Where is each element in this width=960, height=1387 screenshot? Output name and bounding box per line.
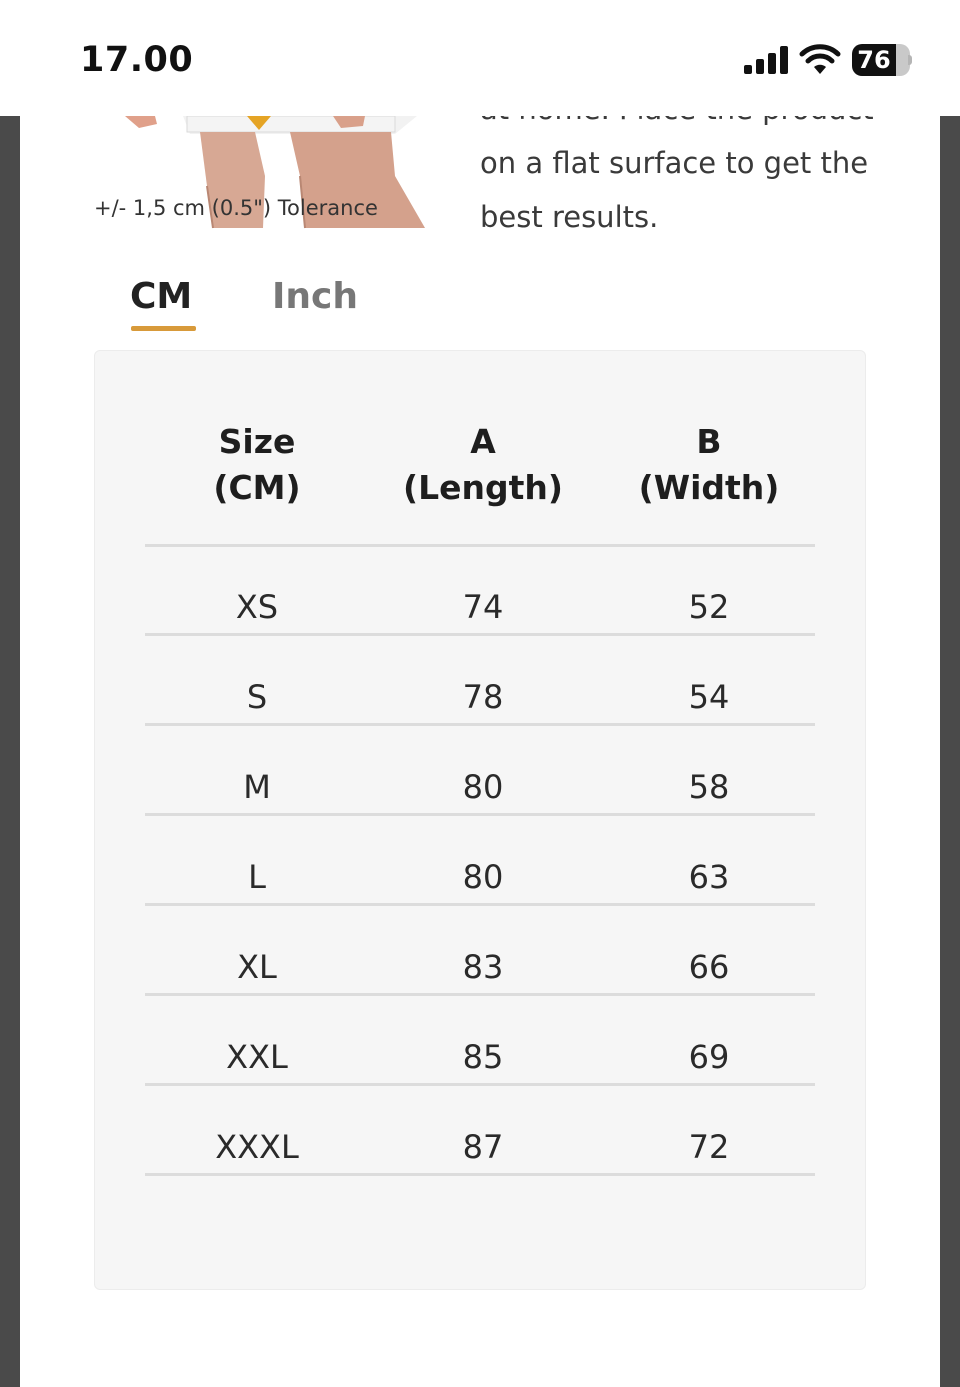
size-table xyxy=(94,350,866,1290)
cell-length: 78 xyxy=(462,678,504,716)
right-frame xyxy=(940,116,960,1387)
cell-size: XXXL xyxy=(215,1128,299,1166)
cell-size: XXL xyxy=(226,1038,288,1076)
wifi-icon xyxy=(800,44,840,76)
header-length xyxy=(373,419,593,511)
header-width-line2: (Width) xyxy=(638,468,780,507)
table-row xyxy=(145,906,815,996)
battery-icon xyxy=(852,44,910,76)
cellular-signal-icon xyxy=(744,46,788,74)
cell-width: 72 xyxy=(688,1128,730,1166)
header-size-line2: (CM) xyxy=(213,468,301,507)
active-tab-indicator xyxy=(131,326,196,331)
table-row xyxy=(145,546,815,636)
table-row xyxy=(145,1086,815,1176)
header-size xyxy=(147,419,367,511)
cell-width: 63 xyxy=(688,858,730,896)
header-width-line1: B xyxy=(696,422,722,461)
header-length-line2: (Length) xyxy=(403,468,563,507)
cell-size: XL xyxy=(237,948,277,986)
table-row xyxy=(145,636,815,726)
cell-size: S xyxy=(246,678,268,716)
cell-length: 85 xyxy=(462,1038,504,1076)
tab-inch[interactable]: Inch xyxy=(272,276,358,317)
cell-size: L xyxy=(248,858,266,896)
header-length-line1: A xyxy=(470,422,496,461)
measurement-instruction: on a flat surface to get the best results. xyxy=(480,146,869,234)
tab-cm[interactable]: CM xyxy=(130,276,193,317)
cell-size: XS xyxy=(235,588,279,626)
status-bar xyxy=(0,0,960,116)
cell-length: 80 xyxy=(462,858,504,896)
cell-length: 83 xyxy=(462,948,504,986)
cell-width: 58 xyxy=(688,768,730,806)
cell-width: 54 xyxy=(688,678,730,716)
cell-length: 74 xyxy=(462,588,504,626)
cell-width: 66 xyxy=(688,948,730,986)
battery-level: 76 xyxy=(857,46,891,74)
size-guide-content xyxy=(20,116,940,1387)
cell-width: 52 xyxy=(688,588,730,626)
cell-size: M xyxy=(243,768,271,806)
tolerance-note: +/- 1,5 cm (0.5") Tolerance xyxy=(94,196,378,220)
status-time: 17.00 xyxy=(80,40,194,80)
header-size-line1: Size xyxy=(218,422,296,461)
table-row xyxy=(145,816,815,906)
table-row xyxy=(145,726,815,816)
cell-width: 69 xyxy=(688,1038,730,1076)
cell-length: 80 xyxy=(462,768,504,806)
table-row xyxy=(145,996,815,1086)
left-frame xyxy=(0,116,20,1387)
cell-length: 87 xyxy=(462,1128,504,1166)
header-width xyxy=(599,419,819,511)
